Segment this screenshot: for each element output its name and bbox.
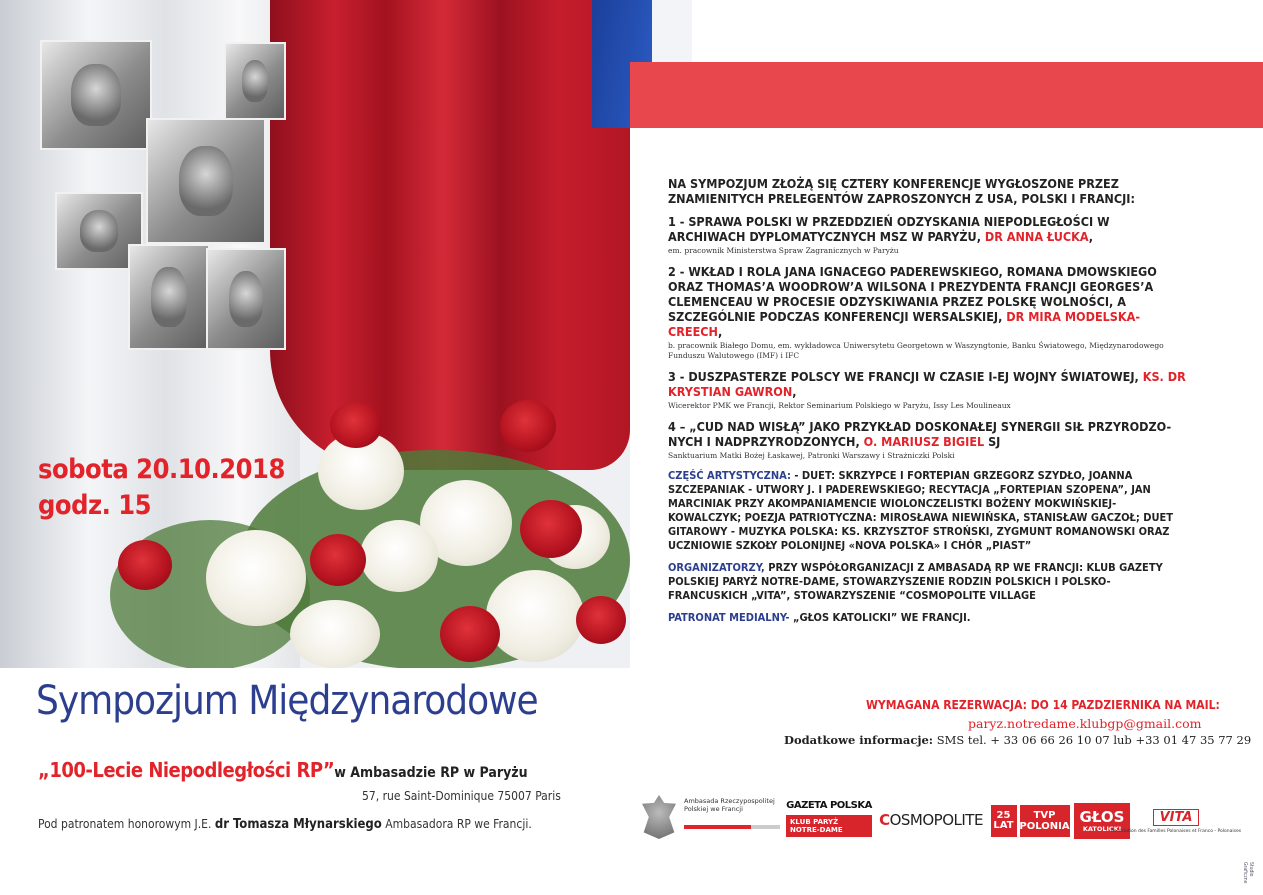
portrait-1	[40, 40, 152, 150]
white-rose	[290, 600, 380, 668]
reservation-notice: WYMAGANA REZERWACJA: DO 14 PAZDZIERNIKA NA MAIL:	[866, 698, 1220, 712]
media-patronage: PATRONAT MEDIALNY- „GŁOS KATOLICKI” WE FRANCJI.	[668, 611, 971, 624]
embassy-logo	[642, 793, 782, 841]
talk-4: 4 – „CUD NAD WISŁĄ” JAKO PRZYKŁAD DOSKONAŁEJ SYNERGII SIŁ PRZYRODZO-NYCH I NADPRZYRODZONYCH, O. MARIUSZ BIGIEL SJ Sanktuarium Matki Bożej Łaskawej, Patronki Warszawy i Strażniczki Polski	[668, 419, 1188, 461]
event-date	[38, 452, 288, 524]
gazeta-club: KLUB PARYŻ NOTRE-DAME	[786, 815, 872, 837]
artistic-label: CZĘŚĆ ARTYSTYCZNA:	[668, 469, 791, 482]
time-text: godz. 15	[38, 490, 152, 521]
glos-katolicki-logo	[1074, 803, 1130, 839]
studio-mark: Studio Graficzne	[1242, 862, 1254, 884]
gazeta-title: GAZETA POLSKA	[786, 799, 872, 811]
tvp-name: TVP POLONIA	[1020, 805, 1070, 837]
tvp-anniversary: 25 LAT	[991, 805, 1017, 837]
subtitle-line	[38, 758, 528, 782]
white-rose	[486, 570, 584, 662]
red-rose	[310, 534, 366, 586]
white-rose	[360, 520, 438, 592]
speaker-note: Wicerektor PMK we Francji, Rektor Seminarium Polskiego w Paryżu, Issy Les Moulineaux	[668, 401, 1011, 410]
portrait-2	[224, 42, 286, 120]
patronage-prefix: Pod patronatem honorowym J.E.	[38, 817, 215, 831]
hero-photo	[0, 0, 630, 668]
vita-logo	[1110, 803, 1242, 839]
red-rose	[118, 540, 172, 590]
speaker-note: Sanktuarium Matki Bożej Łaskawej, Patronki Warszawy i Strażniczki Polski	[668, 451, 955, 460]
speaker-name: KS. DR KRYSTIAN GAWRON	[668, 369, 1186, 399]
intro: NA SYMPOZJUM ZŁOŻĄ SIĘ CZTERY KONFERENCJE WYGŁOSZONE PRZEZ ZNAMIENITYCH PRELEGENTÓW ZAPROSZONYCH Z USA, POLSKI I FRANCJI:	[668, 176, 1135, 206]
subtitle: „100-Lecie Niepodległości RP”	[38, 758, 335, 782]
french-flag	[592, 0, 1263, 128]
speaker-note: b. pracownik Białego Domu, em. wykładowca Uniwersytetu Georgetown w Waszyngtonie, Banku Światowego, Międzynarodowego Funduszu Walutowego (IMF) i IFC	[668, 341, 1164, 360]
white-rose	[206, 530, 306, 626]
info-label: Dodatkowe informacje:	[784, 733, 934, 747]
program-text	[668, 176, 1188, 633]
speaker-name: DR MIRA MODELSKA-CREECH	[668, 309, 1140, 339]
red-rose	[440, 606, 500, 662]
cosmo-rest: OSMOPOLITE	[889, 811, 983, 829]
date-text: sobota 20.10.2018	[38, 454, 285, 485]
eagle-icon	[642, 795, 676, 839]
cosmo-initial: C	[879, 811, 890, 829]
flag-red-band	[630, 62, 1263, 128]
gazeta-polska-logo	[786, 797, 872, 839]
speaker-name: O. MARIUSZ BIGIEL	[863, 434, 985, 449]
red-rose	[500, 400, 556, 452]
speaker-note: em. pracownik Ministerstwa Spraw Zagranicznych w Paryżu	[668, 246, 899, 255]
address: 57, rue Saint-Dominique 75007 Paris	[362, 789, 561, 803]
talk-1: 1 - SPRAWA POLSKI W PRZEDDZIEŃ ODZYSKANIA NIEPODLEGŁOŚCI W ARCHIWACH DYPLOMATYCZNYCH MSZ W PARYŻU, DR ANNA ŁUCKA, em. pracownik Ministerstwa Spraw Zagranicznych w Paryżu	[668, 214, 1188, 256]
red-rose	[330, 402, 382, 448]
talk-3: 3 - DUSZPASTERZE POLSCY WE FRANCJI W CZASIE I-EJ WOJNY ŚWIATOWEJ, KS. DR KRYSTIAN GAWRON, Wicerektor PMK we Francji, Rektor Seminarium Polskiego w Paryżu, Issy Les Moulineaux	[668, 369, 1188, 411]
info-phones: SMS tel. + 33 06 66 26 10 07 lub +33 01 47 35 77 29	[933, 733, 1252, 747]
glos-sub: KATOLICKI	[1082, 825, 1122, 833]
embassy-name: Ambasada Rzeczypospolitej Polskiej we Francji	[684, 797, 775, 813]
cosmopolite-logo	[876, 800, 986, 840]
talk-2: 2 - WKŁAD I ROLA JANA IGNACEGO PADEREWSKIEGO, ROMANA DMOWSKIEGO ORAZ THOMAS’A WOODROW’A WILSONA I PREZYDENTA FRANCJI GEORGES’A CLEMENCEAU W PROCESIE ODZYSKIWANIA PRZEZ POLSKĘ WOLNOŚCI, A SZCZEGÓLNIE PODCZAS KONFERENCJI WERSALSKIEJ, DR MIRA MODELSKA-CREECH, b. pracownik Białego Domu, em. wykładowca Uniwersytetu Georgetown w Waszyngtonie, Banku Światowego, Międzynarodowego Funduszu Walutowego (IMF) i IFC	[668, 264, 1188, 361]
contact-info	[784, 733, 1251, 747]
organizers-label: ORGANIZATORZY,	[668, 561, 765, 574]
vita-sub: Association des Familles Polonaises et Franco - Polonaises	[1110, 828, 1242, 834]
honorary-patronage	[38, 817, 532, 832]
red-drape	[270, 0, 630, 470]
portrait-6	[206, 248, 286, 350]
venue: w Ambasadzie RP w Paryżu	[334, 765, 528, 781]
speaker-name: DR ANNA ŁUCKA	[984, 229, 1089, 244]
media-label: PATRONAT MEDIALNY-	[668, 611, 790, 624]
portrait-5	[128, 244, 210, 350]
embassy-bar	[684, 825, 780, 829]
red-rose	[520, 500, 582, 558]
glos-title: GŁOS	[1079, 808, 1125, 826]
red-rose	[576, 596, 626, 644]
vita-title: VITA	[1153, 809, 1200, 826]
patronage-suffix: Ambasadora RP we Francji.	[381, 817, 532, 831]
portrait-3	[146, 118, 266, 244]
tvp-polonia-logo	[990, 805, 1070, 837]
ambassador-name: dr Tomasza Młynarskiego	[214, 817, 382, 832]
contact-email[interactable]: paryz.notredame.klubgp@gmail.com	[968, 716, 1202, 731]
organizers: ORGANIZATORZY, PRZY WSPÓŁORGANIZACJI Z AMBASADĄ RP WE FRANCJI: KLUB GAZETY POLSKIEJ PARYŻ NOTRE-DAME, STOWARZYSZENIE RODZIN POLSKICH I POLSKO-FRANCUSKICH „VITA”, STOWARZYSZENIE “COSMOPOLITE VILLAGE	[668, 561, 1163, 602]
page-title: Sympozjum Międzynarodowe	[36, 678, 538, 724]
artistic-part: CZĘŚĆ ARTYSTYCZNA: - DUET: SKRZYPCE I FORTEPIAN GRZEGORZ SZYDŁO, JOANNA SZCZEPANIAK - UTWORY J. I PADEREWSKIEGO; RECYTACJA „FORTEPIAN SZOPENA”, JAN MARCINIAK PRZY AKOMPANIAMENCIE WIOLONCZELISTKI BOŻENY MOKWIŃSKIEJ-KOWALCZYK; POEZJA PATRIOTYCZNA: MIROSŁAWA NIEWIŃSKA, STANISŁAW GACZOŁ; DUET GITAROWY - MUZYKA POLSKA: KS. KRZYSZTOF STROŃSKI, ZYGMUNT ROMANOWSKI ORAZ UCZNIOWIE SZKOŁY POLONIJNEJ «NOVA POLSKA» I CHÓR „PIAST”	[668, 469, 1174, 552]
